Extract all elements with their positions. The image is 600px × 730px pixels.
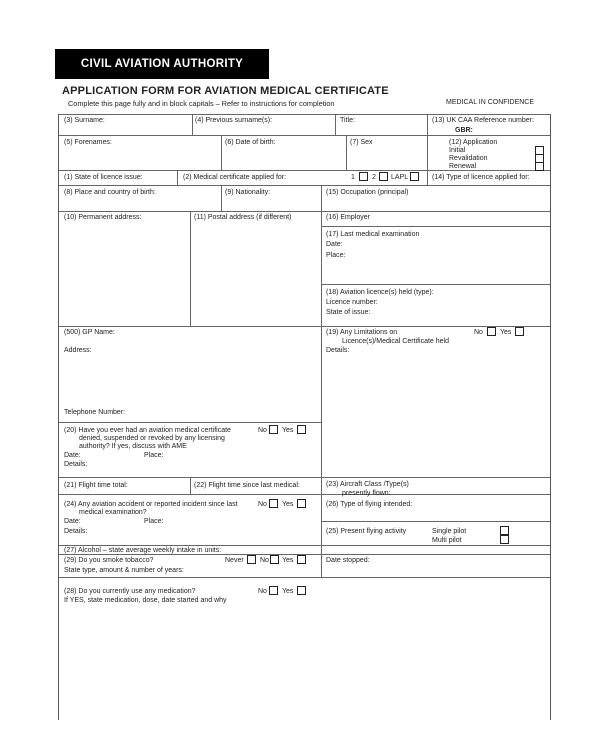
flying-activity-label: (25) Present flying activity: [326, 528, 407, 535]
denied-details-label: Details:: [64, 461, 88, 468]
employer-label: (16) Employer: [326, 214, 370, 221]
aircraft-class-label: (23) Aircraft Class /Type(s): [326, 481, 409, 488]
row-line: [321, 284, 550, 285]
accident-no-label: No: [258, 501, 267, 508]
row-line: [59, 170, 550, 171]
authority-banner: [55, 49, 269, 79]
limitations-yes-checkbox[interactable]: [515, 327, 524, 336]
flying-intended-label: (26) Type of flying intended:: [326, 501, 413, 508]
col-line: [321, 185, 322, 577]
flight-time-total-label: (21) Flight time total:: [64, 482, 128, 489]
caa-reference-label: (13) UK CAA Reference number:: [432, 117, 534, 124]
gp-telephone-label: Telephone Number:: [64, 409, 126, 416]
flight-time-since-label: (22) Flight time since last medical:: [194, 482, 300, 489]
class-2-label: 2: [372, 174, 376, 181]
forenames-label: (5) Forenames:: [64, 139, 112, 146]
previous-surname-label: (4) Previous surname(s):: [195, 117, 273, 124]
col-line: [221, 185, 222, 211]
row-line: [59, 577, 550, 578]
last-medical-place-label: Place:: [326, 252, 346, 259]
denied-place-label: Place:: [144, 452, 164, 459]
medical-form: [58, 114, 551, 720]
authority-title: CIVIL AVIATION AUTHORITY: [80, 58, 244, 70]
accident-no-checkbox[interactable]: [269, 499, 278, 508]
row-line: [59, 185, 550, 186]
medication-question-label: (28) Do you currently use any medication?: [64, 588, 196, 595]
alcohol-label: (27) Alcohol – state average weekly intake in units:: [64, 547, 222, 554]
medication-yes-checkbox[interactable]: [297, 586, 306, 595]
row-line: [59, 326, 550, 327]
initial-label: Initial: [449, 147, 466, 154]
limitations-details-label: Details:: [326, 347, 350, 354]
nationality-label: (9) Nationality:: [225, 189, 271, 196]
denied-question-line2: denied, suspended or revoked by any licensing: [79, 435, 225, 442]
row-line: [59, 494, 321, 495]
licence-type-label: (14) Type of licence applied for:: [432, 174, 530, 181]
col-line: [427, 114, 428, 185]
last-medical-date-label: Date:: [326, 241, 343, 248]
limitations-yes-label: Yes: [500, 329, 512, 336]
smoke-never-checkbox[interactable]: [247, 555, 256, 564]
surname-label: (3) Surname:: [64, 117, 105, 124]
denied-question-line3: authority? If yes, discuss with AME: [79, 443, 187, 450]
gp-name-label: (500) GP Name:: [64, 329, 115, 336]
revalidation-label: Revalidation: [449, 155, 488, 162]
licence-state-label: (1) State of licence issue:: [64, 174, 143, 181]
medication-yes-label: Yes: [282, 588, 294, 595]
date-of-birth-label: (6) Date of birth:: [225, 139, 276, 146]
renewal-label: Renewal: [449, 163, 477, 170]
class-2-checkbox[interactable]: [379, 172, 388, 181]
gbr-label: GBR:: [455, 127, 473, 134]
smoke-yes-checkbox[interactable]: [297, 555, 306, 564]
multi-pilot-label: Multi pilot: [432, 537, 462, 544]
smoke-yes-label: Yes: [282, 557, 294, 564]
row-line: [59, 211, 550, 212]
col-line: [335, 114, 336, 135]
denied-question-label: (20) Have you ever had an aviation medical certificate: [64, 427, 231, 434]
last-medical-label: (17) Last medical examination: [326, 231, 420, 238]
lapl-label: LAPL: [391, 174, 409, 181]
sex-label: (7) Sex: [350, 139, 373, 146]
row-line: [59, 135, 550, 136]
accident-place-label: Place:: [144, 518, 164, 525]
denied-no-checkbox[interactable]: [269, 425, 278, 434]
licences-held-label: (18) Aviation licence(s) held (type):: [326, 289, 434, 296]
col-line: [190, 477, 191, 494]
certificate-applied-label: (2) Medical certificate applied for:: [183, 174, 287, 181]
row-line: [321, 226, 550, 227]
accident-question-label: (24) Any aviation accident or reported incident since last: [64, 501, 238, 508]
single-pilot-checkbox[interactable]: [500, 526, 509, 535]
gp-address-label: Address:: [64, 347, 92, 354]
postal-address-label: (11) Postal address (if different): [194, 214, 292, 221]
limitations-sub-label: Licence(s)/Medical Certificate held: [342, 338, 449, 345]
permanent-address-label: (10) Permanent address:: [64, 214, 142, 221]
licence-number-label: Licence number:: [326, 299, 378, 306]
smoke-never-label: Never: [225, 557, 244, 564]
class-1-label: 1: [351, 174, 355, 181]
state-of-issue-label: State of issue:: [326, 309, 371, 316]
smoke-question-label: (29) Do you smoke tobacco?: [64, 557, 154, 564]
single-pilot-label: Single pilot: [432, 528, 467, 535]
accident-question-line2: medical examination?: [79, 509, 147, 516]
class-1-checkbox[interactable]: [359, 172, 368, 181]
form-instructions: Complete this page fully and in block capitals – Refer to instructions for completion: [68, 99, 335, 108]
col-line: [177, 170, 178, 185]
smoke-no-checkbox[interactable]: [270, 555, 279, 564]
denied-no-label: No: [258, 427, 267, 434]
birth-place-label: (8) Place and country of birth:: [64, 189, 156, 196]
accident-yes-checkbox[interactable]: [297, 499, 306, 508]
col-line: [192, 114, 193, 135]
smoke-details-label: State type, amount & number of years:: [64, 567, 184, 574]
smoke-no-label: No: [260, 557, 269, 564]
limitations-label: (19) Any Limitations on: [326, 329, 398, 336]
medication-details-label: If YES, state medication, dose, date started and why: [64, 597, 227, 604]
application-label: (12) Application: [449, 139, 498, 146]
denied-yes-checkbox[interactable]: [297, 425, 306, 434]
date-stopped-label: Date stopped:: [326, 557, 370, 564]
renewal-checkbox[interactable]: [535, 162, 544, 171]
limitations-no-label: No: [474, 329, 483, 336]
denied-yes-label: Yes: [282, 427, 294, 434]
row-line: [59, 114, 550, 115]
accident-details-label: Details:: [64, 528, 88, 535]
confidential-label: MEDICAL IN CONFIDENCE: [446, 99, 535, 106]
row-line: [321, 521, 550, 522]
medication-no-label: No: [258, 588, 267, 595]
row-line: [59, 477, 550, 478]
title-label: Title:: [340, 117, 355, 124]
col-line: [346, 135, 347, 170]
col-line: [190, 211, 191, 326]
lapl-checkbox[interactable]: [410, 172, 419, 181]
form-title: APPLICATION FORM FOR AVIATION MEDICAL CERTIFICATE: [62, 85, 389, 97]
denied-date-label: Date:: [64, 452, 81, 459]
row-line: [59, 422, 321, 423]
multi-pilot-checkbox[interactable]: [500, 535, 509, 544]
limitations-no-checkbox[interactable]: [487, 327, 496, 336]
occupation-label: (15) Occupation (principal): [326, 189, 409, 196]
medication-no-checkbox[interactable]: [269, 586, 278, 595]
aircraft-class-sub-label: presently flown:: [342, 490, 391, 497]
accident-yes-label: Yes: [282, 501, 294, 508]
col-line: [221, 135, 222, 170]
accident-date-label: Date:: [64, 518, 81, 525]
